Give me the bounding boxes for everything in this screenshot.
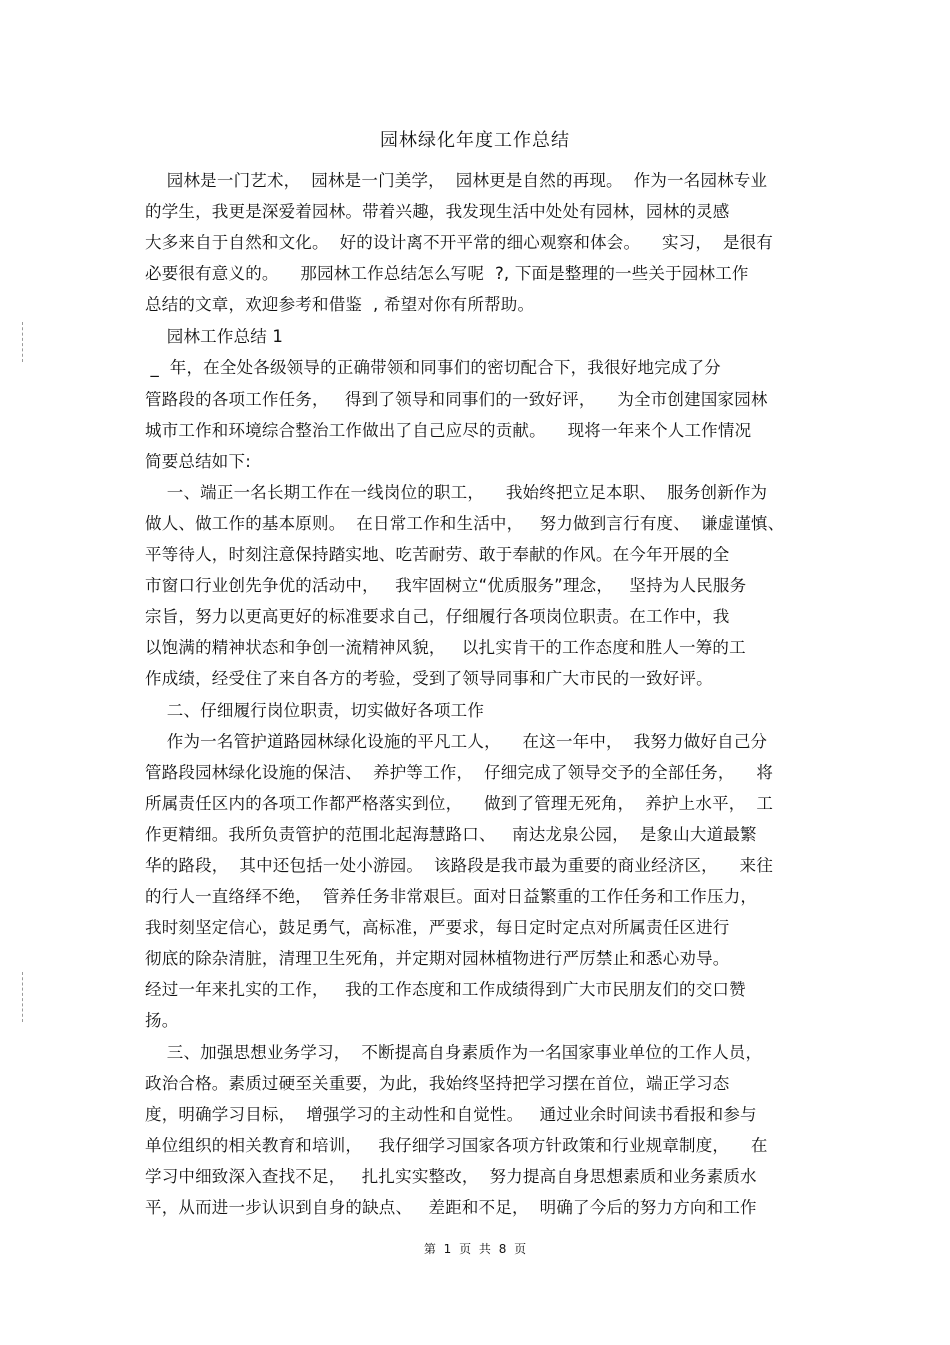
paragraph-line: 经过一年来扎实的工作， 我的工作态度和工作成绩得到广大市民朋友们的交口赞 xyxy=(145,980,746,999)
paragraph-line: 管路段园林绿化设施的保洁、 养护等工作， 仔细完成了领导交予的全部任务， 将 xyxy=(145,763,774,782)
paragraph-line: 的学生，我更是深爱着园林。带着兴趣，我发现生活中处处有园林，园林的灵感 xyxy=(145,202,730,221)
paragraph-line: _ 年，在全处各级领导的正确带领和同事们的密切配合下，我很好地完成了分 xyxy=(145,358,721,377)
paragraph-line: 二、仔细履行岗位职责，切实做好各项工作 xyxy=(145,701,485,720)
binding-margin-mark xyxy=(22,322,23,362)
paragraph-line: 城市工作和环境综合整治工作做出了自己应尽的贡献。 现将一年来个人工作情况 xyxy=(145,421,752,440)
paragraph-line: 华的路段， 其中还包括一处小游园。 该路段是我市最为重要的商业经济区， 来往 xyxy=(145,856,774,875)
paragraph-line: 以饱满的精神状态和争创一流精神风貌， 以扎实肯干的工作态度和胜人一筹的工 xyxy=(145,638,746,657)
paragraph-line: 一、端正一名长期工作在一线岗位的职工， 我始终把立足本职、 服务创新作为 xyxy=(145,483,768,502)
paragraph-line: 我时刻坚定信心，鼓足勇气，高标准，严要求，每日定时定点对所属责任区进行 xyxy=(145,918,730,937)
paragraph-line: 的行人一直络绎不绝， 管养任务非常艰巨。面对日益繁重的工作任务和工作压力， xyxy=(145,887,758,906)
paragraph-line: 管路段的各项工作任务， 得到了领导和同事们的一致好评， 为全市创建国家园林 xyxy=(145,390,768,409)
paragraph-line: 市窗口行业创先争优的活动中， 我牢固树立“优质服务”理念， 坚持为人民服务 xyxy=(145,576,747,595)
paragraph-line: 所属责任区内的各项工作都严格落实到位， 做到了管理无死角， 养护上水平， 工 xyxy=(145,794,774,813)
paragraph-line: 平等待人，时刻注意保持踏实地、吃苦耐劳、敢于奉献的作风。在今年开展的全 xyxy=(145,545,730,564)
paragraph-line: 作为一名管护道路园林绿化设施的平凡工人， 在这一年中， 我努力做好自己分 xyxy=(145,732,768,751)
paragraph-line: 做人、做工作的基本原则。 在日常工作和生活中， 努力做到言行有度、 谦虚谨慎、 xyxy=(145,514,785,533)
page-number-footer: 第 1 页 共 8 页 xyxy=(423,1242,527,1256)
paragraph-line: 作成绩，经受住了来自各方的考验，受到了领导同事和广大市民的一致好评。 xyxy=(145,669,713,688)
paragraph-line: 单位组织的相关教育和培训， 我仔细学习国家各项方针政策和行业规章制度， 在 xyxy=(145,1136,768,1155)
paragraph-line: 平，从而进一步认识到自身的缺点、 差距和不足， 明确了今后的努力方向和工作 xyxy=(145,1198,757,1217)
paragraph-line: 学习中细致深入查找不足， 扎扎实实整改， 努力提高自身思想素质和业务素质水 xyxy=(145,1167,757,1186)
paragraph-line: 度，明确学习目标， 增强学习的主动性和自觉性。 通过业余时间读书看报和参与 xyxy=(145,1105,757,1124)
paragraph-line: 宗旨，努力以更高更好的标准要求自己，仔细履行各项岗位职责。在工作中，我 xyxy=(145,607,730,626)
paragraph-line: 作更精细。我所负责管护的范围北起海慧路口、 南达龙泉公园， 是象山大道最繁 xyxy=(145,825,757,844)
paragraph-line: 政治合格。素质过硬至关重要，为此，我始终坚持把学习摆在首位，端正学习态 xyxy=(145,1074,730,1093)
paragraph-line: 园林工作总结 1 xyxy=(145,327,284,346)
paragraph-line: 必要很有意义的。 那园林工作总结怎么写呢 ?, 下面是整理的一些关于园林工作 xyxy=(145,264,749,283)
paragraph-line: 扬。 xyxy=(145,1011,179,1030)
paragraph-line: 总结的文章，欢迎参考和借鉴 , 希望对你有所帮助。 xyxy=(145,295,535,314)
binding-margin-mark xyxy=(22,972,23,1022)
document-title: 园林绿化年度工作总结 xyxy=(380,130,570,151)
paragraph-line: 大多来自于自然和文化。 好的设计离不开平常的细心观察和体会。 实习， 是很有 xyxy=(145,233,774,252)
paragraph-line: 园林是一门艺术， 园林是一门美学， 园林更是自然的再现。 作为一名园林专业 xyxy=(145,171,768,190)
paragraph-line: 简要总结如下: xyxy=(145,452,251,471)
paragraph-line: 彻底的除杂清脏，清理卫生死角，并定期对园林植物进行严厉禁止和悉心劝导。 xyxy=(145,949,730,968)
paragraph-line: 三、加强思想业务学习， 不断提高自身素质作为一名国家事业单位的工作人员， xyxy=(145,1043,763,1062)
